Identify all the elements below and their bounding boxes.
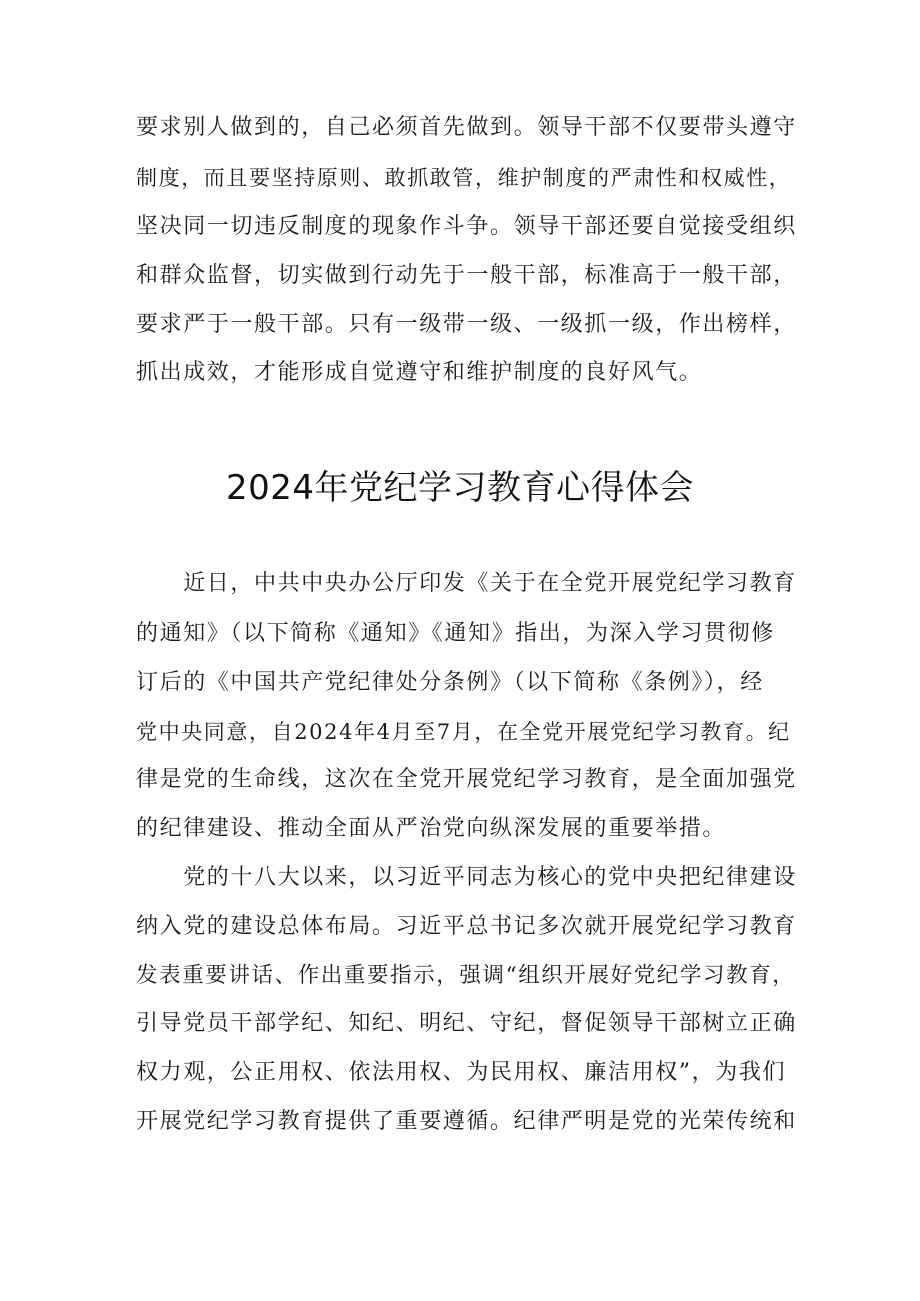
page-title: 2024年党纪学习教育心得体会 (225, 468, 695, 508)
text-line: 订后的《中国共产党纪律处分条例》（以下简称《条例》），经 (136, 670, 764, 695)
text-line: 开展党纪学习教育提供了重要遵循。纪律严明是党的光荣传统和 (136, 1109, 797, 1134)
text-line: 发表重要讲话、作出重要指示，强调“组织开展好党纪学习教育， (136, 963, 796, 988)
text-line: 纳入党的建设总体布局。习近平总书记多次就开展党纪学习教育 (136, 914, 797, 939)
text-line: 坚决同一切违反制度的现象作斗争。领导干部还要自觉接受组织 (136, 214, 797, 239)
text-line: 律是党的生命线，这次在全党开展党纪学习教育，是全面加强党 (136, 767, 797, 792)
text-line: 要求严于一般干部。只有一级带一级、一级抓一级，作出榜样， (136, 312, 797, 337)
text-line: 和群众监督，切实做到行动先于一般干部，标准高于一般干部， (136, 263, 797, 288)
text-line: 引导党员干部学纪、知纪、明纪、守纪，督促领导干部树立正确 (136, 1011, 797, 1036)
text-line: 制度，而且要坚持原则、敢抓敢管，维护制度的严肃性和权威性， (136, 166, 792, 190)
text-line: 权力观，公正用权、依法用权、为民用权、廉洁用权”，为我们 (136, 1060, 787, 1085)
text-line: 抓出成效，才能形成自觉遵守和维护制度的良好风气。 (136, 360, 703, 385)
text-line: 党的十八大以来，以习近平同志为核心的党中央把纪律建设 (136, 865, 797, 890)
text-line: 的纪律建设、推动全面从严治党向纵深发展的重要举措。 (136, 816, 727, 841)
text-line: 要求别人做到的，自己必须首先做到。领导干部不仅要带头遵守 (136, 115, 797, 140)
text-line: 近日，中共中央办公厅印发《关于在全党开展党纪学习教育 (136, 571, 797, 596)
text-line: 党中央同意，自2024年4月至7月，在全党开展党纪学习教育。纪 (136, 720, 791, 744)
text-line: 的通知》（以下简称《通知》《通知》指出，为深入学习贯彻修 (136, 621, 775, 646)
